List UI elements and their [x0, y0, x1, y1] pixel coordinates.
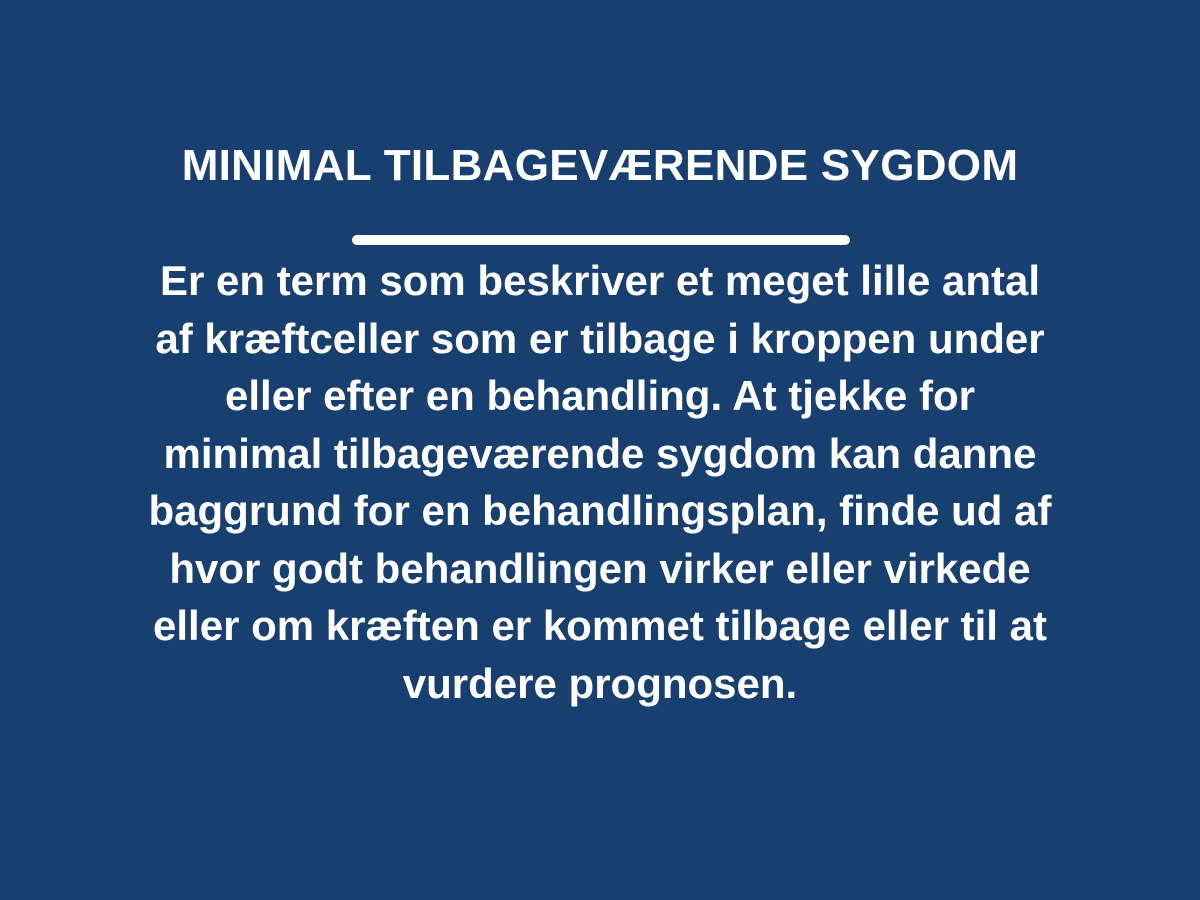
card-title: MINIMAL TILBAGEVÆRENDE SYGDOM	[181, 141, 1019, 190]
definition-text: Er en term som beskriver et meget lille antal af kræftceller som er tilbage i kroppen under eller efter en behandling. At tjekke for minimal tilbageværende sygdom kan danne baggrund for en behandlingsplan, finde ud af hvor godt behandlingen virker eller virkede eller om kræften er kommet tilbage eller til at vurdere prognosen.	[148, 257, 1052, 707]
title-divider	[352, 235, 850, 245]
